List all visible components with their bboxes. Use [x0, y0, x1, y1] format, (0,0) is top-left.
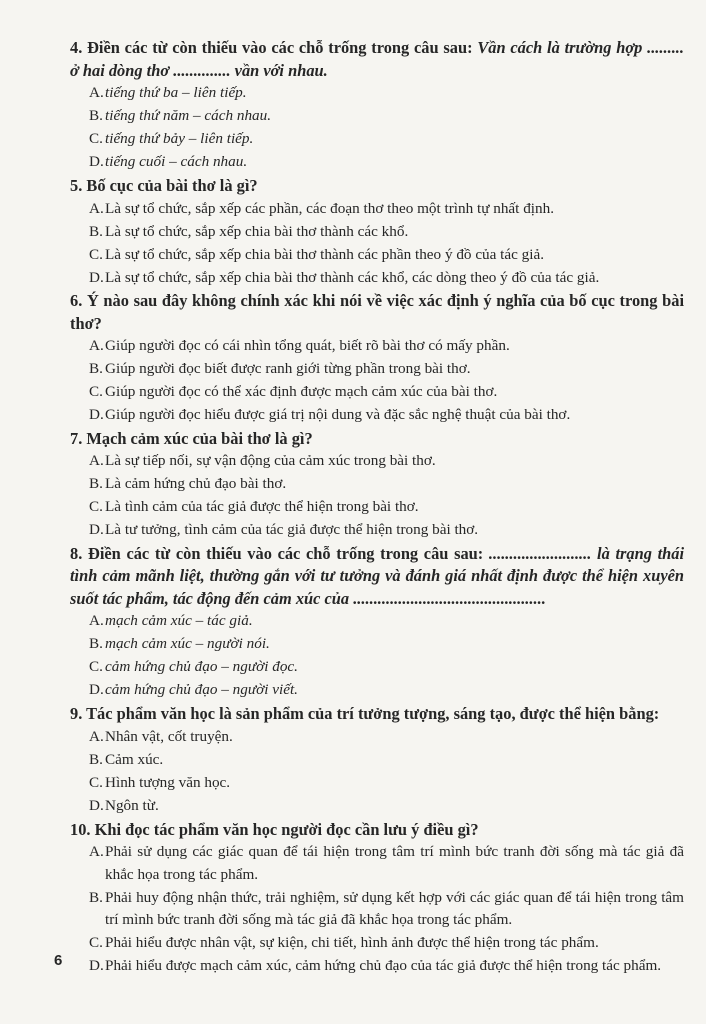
option-text: Là sự tổ chức, sắp xếp các phần, các đoạn thơ theo một trình tự nhất định. [105, 199, 554, 217]
option-letter: A. [89, 452, 104, 469]
answer-option [89, 473, 684, 496]
option-text: Phải huy động nhận thức, trải nghiệm, sử dụng kết hợp với các giác quan để tái hiện trong tâm trí mình bức tranh đời sống mà tác giả đã khắc họa trong tác phẩm. [105, 888, 684, 928]
question-text: Tác phẩm văn học là sản phẩm của trí tưởng tượng, sáng tạo, được thể hiện bằng: [86, 704, 660, 723]
option-letter: B. [89, 360, 103, 377]
answer-option [89, 358, 684, 381]
question-number: 8. [70, 543, 83, 563]
question-9 [70, 703, 684, 818]
option-text: Là sự tổ chức, sắp xếp chia bài thơ thành các khổ, các dòng theo ý đồ của tác giả. [105, 268, 600, 286]
option-text: tiếng thứ bảy – liên tiếp. [105, 130, 254, 147]
option-text: Hình tượng văn học. [105, 773, 231, 791]
question-stem [70, 819, 684, 842]
option-text: mạch cảm xúc – người nói. [105, 635, 270, 652]
question-text: Ý nào sau đây không chính xác khi nói về việc xác định ý nghĩa của bố cục trong bài thơ? [70, 291, 685, 333]
answer-option [89, 267, 684, 290]
option-letter: C. [89, 245, 103, 263]
option-group [89, 335, 684, 427]
option-text: Là tư tưởng, tình cảm của tác giả được thể hiện trong bài thơ. [105, 521, 479, 538]
option-text: Phải sử dụng các giác quan để tái hiện trong tâm trí mình bức tranh đời sống mà tác giả đã khắc họa trong tác phẩm. [105, 843, 684, 883]
question-8 [70, 543, 684, 703]
answer-option [89, 496, 684, 519]
question-text: Điền các từ còn thiếu vào các chỗ trống trong câu sau: [87, 38, 478, 57]
option-text: Giúp người đọc hiểu được giá trị nội dung và đặc sắc nghệ thuật của bài thơ. [105, 406, 571, 423]
question-6 [70, 290, 685, 427]
option-letter: C. [89, 658, 103, 675]
option-letter: D. [89, 406, 104, 423]
answer-option [89, 221, 684, 244]
option-letter: D. [89, 796, 104, 814]
question-number: 4. [70, 38, 83, 57]
option-letter: B. [89, 888, 103, 906]
answer-option [89, 841, 684, 886]
answer-option [89, 772, 400, 795]
option-text: tiếng cuối – cách nhau. [105, 153, 248, 170]
option-letter: C. [89, 130, 103, 147]
question-stem [70, 703, 684, 726]
answer-option [89, 749, 395, 772]
option-letter: A. [89, 84, 104, 101]
option-letter: C. [89, 383, 103, 400]
answer-option [89, 82, 400, 105]
answer-option [89, 335, 684, 358]
question-number: 6. [70, 291, 83, 310]
option-text: Là sự tổ chức, sắp xếp chia bài thơ thành các khổ. [105, 222, 409, 240]
option-text: Là sự tiếp nối, sự vận động của cảm xúc trong bài thơ. [105, 452, 436, 469]
answer-option [89, 679, 395, 702]
question-number: 7. [70, 428, 83, 448]
answer-option [89, 610, 400, 633]
question-text: Mạch cảm xúc của bài thơ là gì? [86, 428, 313, 448]
option-letter: D. [89, 268, 104, 286]
option-group [89, 198, 684, 290]
answer-option [89, 450, 684, 473]
option-text: tiếng thứ ba – liên tiếp. [105, 84, 247, 101]
option-text: Nhân vật, cốt truyện. [105, 727, 233, 745]
question-7 [70, 428, 684, 542]
option-letter: C. [89, 498, 103, 515]
answer-option [89, 198, 684, 221]
option-letter: B. [89, 107, 103, 124]
question-10 [70, 819, 684, 978]
answer-option [89, 887, 684, 932]
answer-option [89, 128, 400, 151]
option-text: Giúp người đọc biết được ranh giới từng phần trong bài thơ. [105, 360, 471, 377]
option-text: tiếng thứ năm – cách nhau. [105, 107, 272, 124]
question-stem [70, 37, 684, 82]
question-number: 5. [70, 176, 83, 195]
answer-option [89, 519, 684, 542]
question-stem [70, 175, 684, 198]
answer-option [89, 932, 684, 955]
question-number: 10. [70, 819, 91, 839]
option-letter: B. [89, 750, 103, 768]
option-text: Ngôn từ. [105, 796, 159, 814]
option-text: Phải hiểu được nhân vật, sự kiện, chi tiết, hình ảnh được thể hiện trong tác phẩm. [105, 934, 599, 951]
question-text: Điền các từ còn thiếu vào các chỗ trống trong câu sau: [87, 543, 489, 563]
option-text: Là sự tổ chức, sắp xếp chia bài thơ thành các phần theo ý đồ của tác giả. [105, 245, 545, 263]
option-letter: D. [89, 153, 104, 170]
option-letter: C. [89, 773, 103, 791]
option-text: cảm hứng chủ đạo – người viết. [105, 681, 298, 698]
question-5 [70, 175, 684, 289]
question-text: Khi đọc tác phẩm văn học người đọc cần lưu ý điều gì? [94, 819, 479, 839]
option-letter: A. [89, 843, 104, 860]
answer-option [89, 656, 400, 679]
question-italic-text: Vần cách là trường hợp ......... ở hai dòng thơ .............. vần với nhau. [70, 38, 684, 80]
option-text: Là cảm hứng chủ đạo bài thơ. [105, 475, 287, 492]
option-text: Giúp người đọc có cái nhìn tổng quát, biết rõ bài thơ có mấy phần. [105, 337, 510, 354]
option-group [89, 450, 684, 542]
answer-option [89, 795, 395, 818]
option-letter: D. [89, 681, 104, 698]
answer-option [89, 726, 400, 749]
answer-option [89, 105, 395, 128]
answer-option [89, 955, 684, 978]
option-letter: A. [89, 727, 104, 745]
option-letter: D. [89, 521, 104, 538]
option-letter: B. [89, 635, 103, 652]
question-stem [70, 290, 684, 335]
option-text: Phải hiểu được mạch cảm xúc, cảm hứng chủ đạo của tác giả được thể hiện trong tác phẩm. [105, 957, 662, 974]
option-text: Cảm xúc. [105, 750, 164, 768]
question-stem [70, 428, 684, 451]
option-text: mạch cảm xúc – tác giả. [105, 612, 253, 629]
option-letter: B. [89, 222, 103, 240]
option-letter: C. [89, 934, 103, 951]
option-group [89, 841, 684, 978]
option-text: cảm hứng chủ đạo – người đọc. [105, 658, 298, 675]
question-text: Bố cục của bài thơ là gì? [86, 176, 258, 195]
option-group [89, 610, 684, 702]
answer-option [89, 404, 684, 427]
page-number: 6 [54, 952, 63, 969]
option-letter: A. [89, 612, 104, 629]
option-text: Giúp người đọc có thể xác định được mạch cảm xúc của bài thơ. [105, 383, 498, 400]
option-group [89, 82, 684, 174]
question-stem [70, 543, 684, 611]
question-number: 9. [70, 704, 83, 723]
option-letter: A. [89, 199, 104, 217]
question-italic-text: ......................... là trạng thái tình cảm mãnh liệt, thường gắn với tư tưởng và đánh giá nhất định được thể hiện xuyên suốt tác phẩm, tác động đến cảm xúc của ............................................... [70, 543, 684, 608]
option-letter: D. [89, 957, 104, 974]
answer-option [89, 151, 395, 174]
answer-option [89, 633, 395, 656]
answer-option [89, 244, 684, 267]
option-letter: A. [89, 337, 104, 354]
answer-option [89, 381, 684, 404]
option-group [89, 726, 684, 818]
question-4 [70, 37, 684, 174]
question-list [70, 37, 685, 978]
option-letter: B. [89, 475, 103, 492]
option-text: Là tình cảm của tác giả được thể hiện trong bài thơ. [105, 498, 419, 515]
